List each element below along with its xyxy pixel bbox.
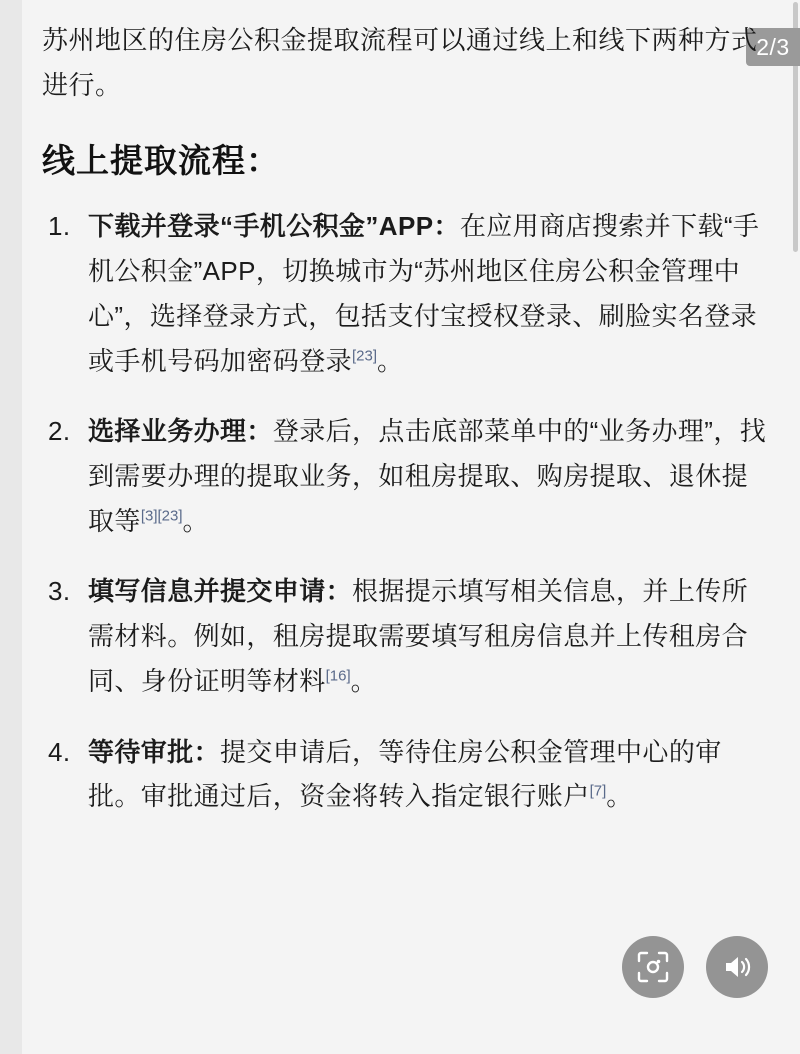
list-item	[88, 409, 774, 543]
step-body: 登录后，点击底部菜单中的“业务办理”，找到需要办理的提取业务，如租房提取、购房提取、退休提取等	[88, 416, 767, 536]
step-lead: 填写信息并提交申请：	[88, 576, 353, 607]
step-body: 提交申请后，等待住房公积金管理中心的审批。审批通过后，资金将转入指定银行账户	[88, 736, 722, 812]
intro-paragraph: 苏州地区的住房公积金提取流程可以通过线上和线下两种方式进行。	[42, 25, 758, 100]
step-lead: 选择业务办理：	[88, 416, 273, 447]
document-content	[22, 0, 800, 1054]
reference-marker[interactable]: [3][23]	[140, 507, 183, 525]
step-tail: 。	[606, 781, 633, 812]
steps-list	[30, 204, 774, 819]
reference-marker[interactable]: [7]	[589, 782, 607, 800]
list-item	[88, 204, 774, 383]
reference-marker[interactable]: [23]	[352, 346, 378, 364]
section-title: 线上提取流程：	[42, 142, 280, 180]
step-lead: 下载并登录“手机公积金”APP：	[88, 211, 460, 242]
google-lens-button[interactable]	[622, 936, 684, 998]
step-lead: 等待审批：	[88, 736, 221, 767]
step-tail: 。	[182, 505, 209, 536]
step-body: 根据提示填写相关信息，并上传所需材料。例如，租房提取需要填写租房信息并上传租房合同、身份证明等材料	[88, 576, 749, 696]
step-tail: 。	[350, 665, 378, 696]
step-tail: 。	[377, 345, 404, 376]
google-lens-icon	[636, 950, 670, 984]
step-body: 在应用商店搜索并下载“手机公积金”APP，切换城市为“苏州地区住房公积金管理中心”，选择登录方式，包括支付宝授权登录、刷脸实名登录或手机号码加密码登录	[88, 211, 760, 376]
speaker-button[interactable]	[706, 936, 768, 998]
left-gutter	[0, 0, 22, 1054]
list-item	[88, 730, 774, 819]
reference-marker[interactable]: [16]	[325, 667, 351, 685]
list-item	[88, 569, 774, 703]
speaker-icon	[720, 950, 754, 984]
page-indicator: 2/3	[746, 28, 800, 66]
